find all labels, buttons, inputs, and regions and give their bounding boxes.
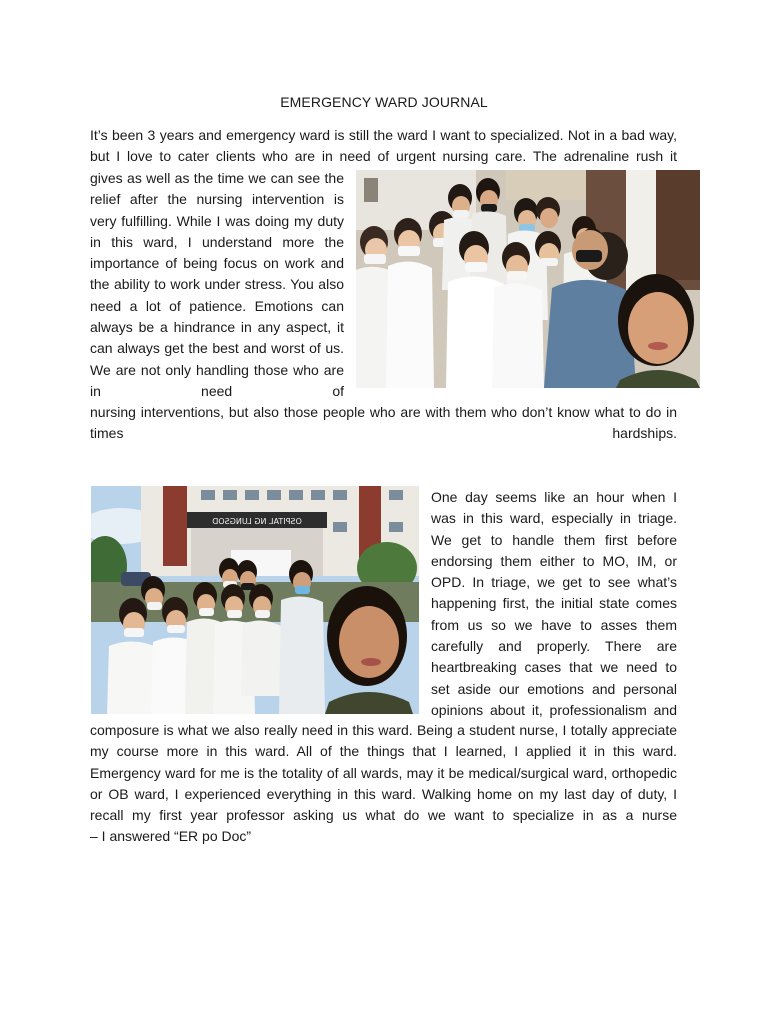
page-title: EMERGENCY WARD JOURNAL [280, 94, 488, 110]
paragraph-1-lead: It’s been 3 years and emergency ward is still the ward I want to specialized. Not in a bad way, but I love to cater clients who are in need of urgent nursing care. The adrenaline rush it [90, 127, 677, 165]
paragraph-1-wrap: gives as well as the time we can see the relief after the nursing intervention is very fulfilling. While I was doing my duty in this ward, I understand more the importance of being focus on work and the ability to work under stress. You also need a lot of patience. Emotions can always be a hindrance in any aspect, it can always get the best and worst of us. We are not only handling those who are in need of [90, 170, 344, 399]
hospital-sign-text: OSPITAL NG LUNGSOD [212, 517, 302, 526]
hospital-photo-illustration [91, 486, 419, 714]
paragraph-1-tail: nursing interventions, but also those people who are with them who don’t know what to do in times hardships. [90, 404, 677, 442]
paragraph-2-tail: composure is what we also really need in this ward. Being a student nurse, I totally appreciate my course more in this ward. All of the things that I learned, I applied it in this ward. Emergency ward for me is the totality of all wards, may it be medical/surgical ward, orthopedic or OB ward, I experienced everything in this ward. Walking home on my last day of duty, I recall my first year professor asking us what do we want to specialize in as a nurse – I answered “ER po Doc” [90, 722, 677, 845]
paragraph-2-wrap: One day seems like an hour when I was in this ward, especially in triage. We get to handle them first before endorsing them either to MO, IM, or OPD. In triage, we get to see what’s happening first, the initial state comes from us so we have to asses them carefully and properly. There are heartbreaking cases that we need to set aside our emotions and personal opinions about it, professionalism and [431, 489, 677, 718]
hallway-photo-illustration [356, 170, 700, 388]
group-photo-hospital-front [91, 486, 419, 714]
group-selfie-hallway-photo [356, 170, 700, 388]
